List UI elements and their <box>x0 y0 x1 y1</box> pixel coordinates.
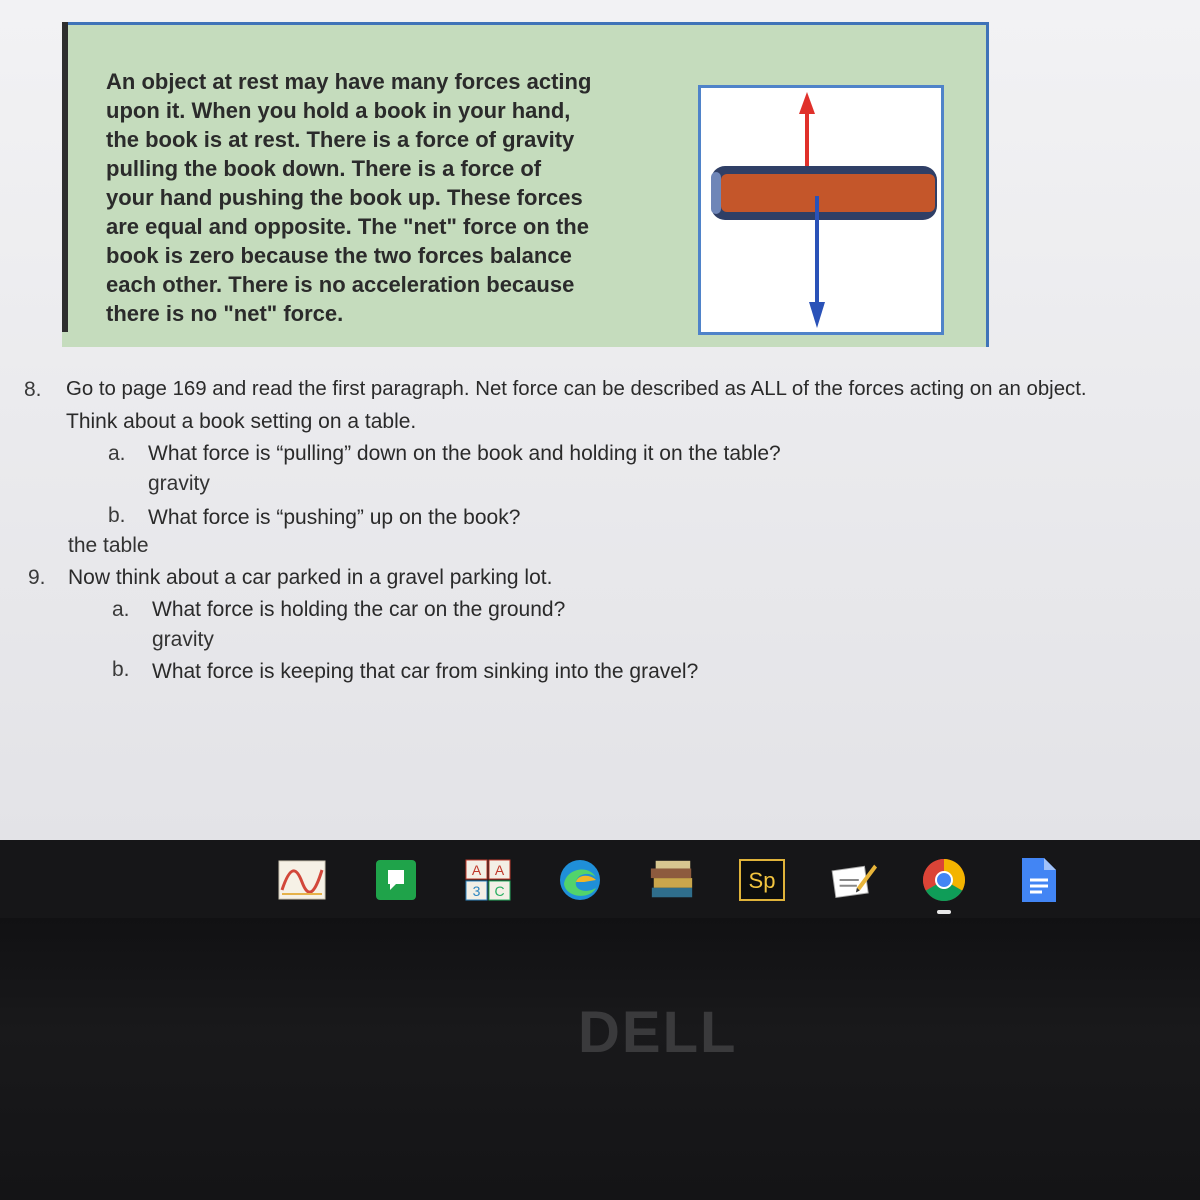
question-8b-text: What force is “pushing” up on the book? <box>148 506 521 529</box>
callout-line: are equal and opposite. The "net" force on the <box>106 214 589 239</box>
question-9a-text: What force is holding the car on the ground? <box>152 598 566 621</box>
block-letter: A <box>471 862 482 878</box>
block-letter: 3 <box>472 883 481 899</box>
question-9-text: Now think about a car parked in a gravel parking lot. <box>68 566 553 589</box>
edge-browser-icon[interactable] <box>556 858 604 902</box>
downward-force-arrowhead <box>809 302 825 328</box>
book-spine-highlight <box>711 172 721 214</box>
question-8b-label: b. <box>108 504 126 527</box>
chrome-browser-icon[interactable] <box>920 858 968 902</box>
callout-left-edge <box>62 22 68 332</box>
callout-line: the book is at rest. There is a force of gravity <box>106 127 575 152</box>
callout-line: there is no "net" force. <box>106 301 344 326</box>
question-8a-answer[interactable]: gravity <box>148 472 210 495</box>
question-8b-answer[interactable]: the table <box>68 534 149 557</box>
spark-app-label: Sp <box>748 868 776 893</box>
question-9-number: 9. <box>28 566 46 589</box>
upward-force-arrowhead <box>799 92 815 114</box>
green-notes-app-icon[interactable] <box>372 858 420 902</box>
callout-line: An object at rest may have many forces acting <box>106 69 592 94</box>
callout-line: pulling the book down. There is a force of <box>106 156 542 181</box>
question-9a-label: a. <box>112 598 130 621</box>
callout-text <box>106 67 666 328</box>
info-callout-box <box>62 22 989 347</box>
callout-line: your hand pushing the book up. These forces <box>106 185 583 210</box>
question-8a-text: What force is “pulling” down on the book and holding it on the table? <box>148 442 781 465</box>
callout-line: each other. There is no acceleration because <box>106 272 575 297</box>
line-graph-app-icon[interactable] <box>278 858 326 902</box>
callout-line: upon it. When you hold a book in your hand, <box>106 98 571 123</box>
books-stack-icon[interactable] <box>648 858 696 902</box>
question-8-text-line2: Think about a book setting on a table. <box>66 410 417 433</box>
google-docs-icon[interactable] <box>1014 858 1062 902</box>
block-letter: C <box>494 883 505 899</box>
question-8a-label: a. <box>108 442 126 465</box>
book-forces-figure <box>698 85 944 335</box>
question-8-text: Go to page 169 and read the first paragraph. Net force can be described as ALL of the forces acting on an object. <box>66 378 1087 400</box>
question-9a-answer[interactable]: gravity <box>152 628 214 651</box>
pencil-paper-app-icon[interactable] <box>830 858 878 902</box>
question-9b-text: What force is keeping that car from sinking into the gravel? <box>152 660 699 683</box>
dell-logo: DELL <box>578 1000 738 1065</box>
callout-line: book is zero because the two forces balance <box>106 243 572 268</box>
question-9b-label: b. <box>112 658 130 681</box>
block-letter: A <box>494 862 505 878</box>
abc-blocks-app-icon[interactable] <box>464 858 512 902</box>
book-forces-diagram <box>701 88 941 332</box>
chrome-running-indicator <box>937 910 951 914</box>
taskbar-shelf <box>0 840 1200 918</box>
question-8-number: 8. <box>24 378 42 401</box>
spark-app-icon[interactable] <box>738 858 786 902</box>
book-pages <box>721 174 935 212</box>
